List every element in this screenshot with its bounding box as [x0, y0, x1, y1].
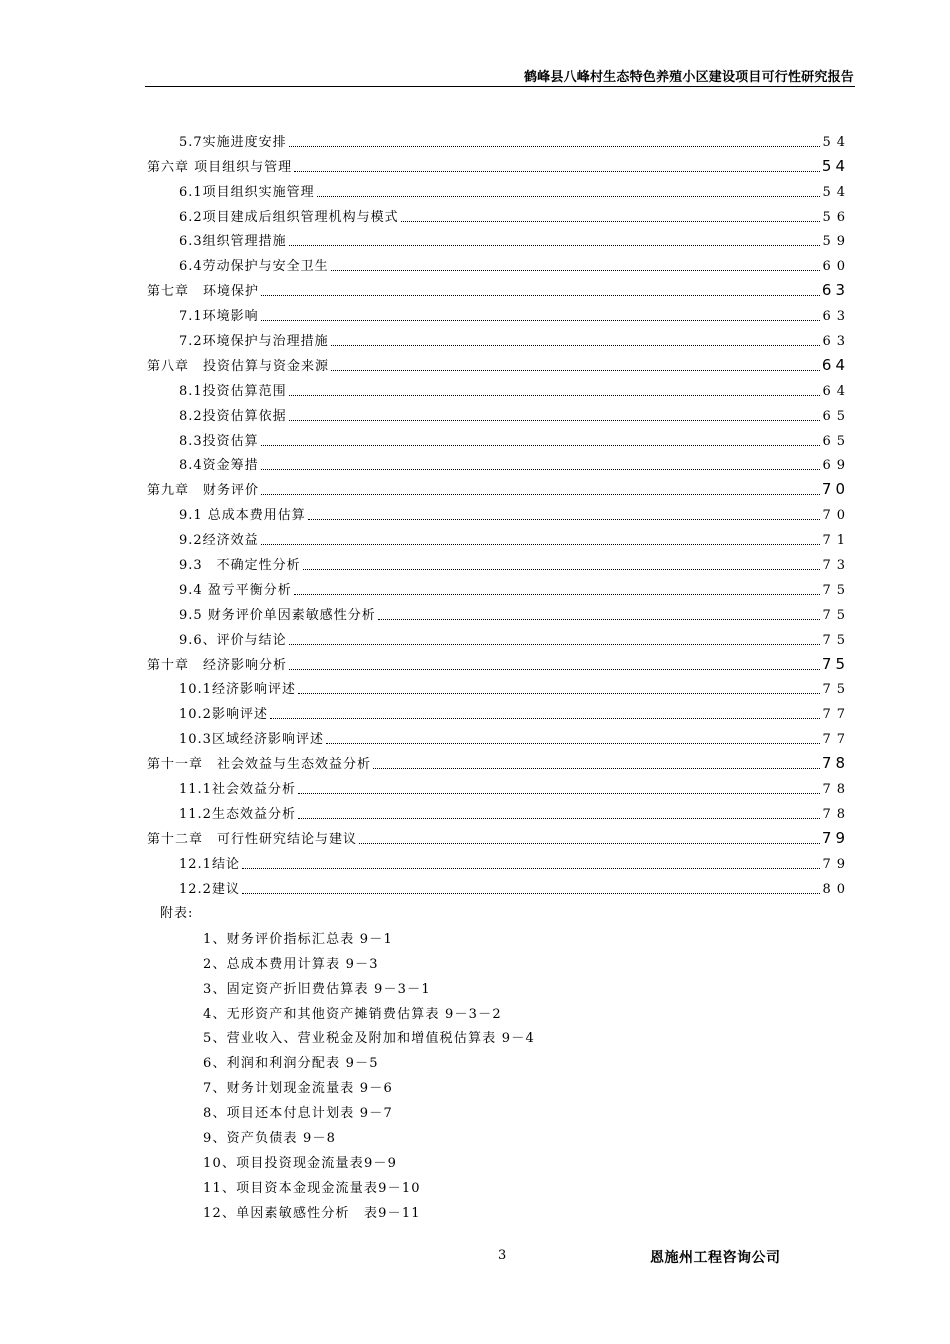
toc-dot-leader — [401, 211, 821, 222]
toc-section-row[interactable] — [147, 424, 851, 449]
toc-section-row[interactable] — [147, 673, 851, 698]
toc-entry-label: 第八章 投资估算与资金来源 — [147, 358, 330, 374]
toc-dot-leader — [261, 484, 820, 495]
toc-dot-leader — [289, 659, 820, 670]
toc-dot-leader — [294, 161, 820, 172]
toc-section-row[interactable] — [147, 722, 851, 748]
toc-entry-page: 60 — [822, 259, 851, 275]
toc-dot-leader — [289, 235, 821, 246]
toc-dot-leader — [261, 285, 820, 296]
header-rule — [145, 86, 855, 87]
appendix-item: 7、财务计划现金流量表 9－6 — [203, 1081, 393, 1097]
toc-section-row[interactable] — [147, 772, 851, 798]
toc-entry-label: 第七章 环境保护 — [147, 284, 260, 300]
toc-section-row[interactable] — [147, 697, 851, 723]
toc-chapter-row[interactable] — [147, 747, 849, 773]
toc-dot-leader — [242, 883, 821, 894]
toc-section-row[interactable] — [147, 200, 851, 225]
toc-section-row[interactable] — [147, 299, 851, 325]
toc-section-row[interactable] — [147, 399, 851, 424]
toc-chapter-row[interactable] — [147, 822, 849, 847]
toc-entry-page: 54 — [822, 184, 851, 200]
toc-dot-leader — [331, 360, 820, 371]
toc-entry-label: 9.2经济效益 — [179, 533, 259, 549]
toc-entry-page: 78 — [821, 754, 849, 773]
toc-entry-label: 9.4 盈亏平衡分析 — [179, 582, 292, 598]
toc-chapter-row[interactable] — [147, 473, 849, 499]
toc-entry-page: 75 — [822, 582, 851, 598]
toc-entry-label: 5.7实施进度安排 — [179, 134, 287, 150]
toc-entry-label: 6.4劳动保护与安全卫生 — [179, 259, 329, 275]
toc-section-row[interactable] — [147, 523, 851, 549]
toc-entry-label: 8.3投资估算 — [179, 433, 259, 449]
toc-entry-label: 第九章 财务评价 — [147, 483, 260, 499]
toc-entry-page: 69 — [822, 458, 851, 474]
page-number: 3 — [498, 1248, 507, 1263]
toc-entry-label: 6.1项目组织实施管理 — [179, 184, 315, 200]
toc-dot-leader — [303, 559, 821, 570]
toc-entry-label: 6.3组织管理措施 — [179, 234, 287, 250]
toc-section-row[interactable] — [147, 374, 851, 399]
toc-dot-leader — [331, 335, 821, 346]
toc-entry-page: 77 — [822, 707, 851, 723]
toc-section-row[interactable] — [147, 872, 851, 897]
toc-entry-page: 65 — [822, 433, 851, 449]
toc-chapter-row[interactable] — [147, 349, 849, 374]
toc-entry-label: 9.1 总成本费用估算 — [179, 508, 306, 524]
toc-entry-page: 77 — [822, 732, 851, 748]
toc-dot-leader — [289, 410, 821, 421]
toc-dot-leader — [298, 783, 821, 794]
toc-entry-label: 第十一章 社会效益与生态效益分析 — [147, 757, 372, 773]
toc-entry-page: 64 — [822, 383, 851, 399]
toc-dot-leader — [289, 136, 821, 147]
appendix-item: 2、总成本费用计算表 9－3 — [203, 956, 379, 972]
footer-company: 恩施州工程咨询公司 — [650, 1250, 781, 1266]
toc-entry-label: 9.5 财务评价单因素敏感性分析 — [179, 607, 376, 623]
toc-entry-page: 75 — [822, 632, 851, 648]
appendix-item: 4、无形资产和其他资产摊销费估算表 9－3－2 — [203, 1006, 502, 1022]
toc-entry-label: 7.2环境保护与治理措施 — [179, 334, 329, 350]
toc-section-row[interactable] — [147, 797, 851, 822]
toc-dot-leader — [359, 833, 820, 844]
toc-entry-label: 第六章 项目组织与管理 — [147, 159, 293, 175]
toc-entry-label: 8.4资金筹措 — [179, 458, 259, 474]
toc-entry-label: 10.3区域经济影响评述 — [179, 732, 324, 748]
toc-entry-page: 79 — [822, 856, 851, 872]
toc-entry-label: 12.1结论 — [179, 856, 240, 872]
toc-dot-leader — [261, 459, 821, 470]
toc-dot-leader — [317, 186, 821, 197]
toc-section-row[interactable] — [147, 598, 851, 623]
appendix-item: 10、项目投资现金流量表9－9 — [203, 1155, 398, 1171]
toc-entry-label: 10.2影响评述 — [179, 707, 268, 723]
appendix-item: 5、营业收入、营业税金及附加和增值税估算表 9－4 — [203, 1031, 535, 1047]
appendix-item: 8、项目还本付息计划表 9－7 — [203, 1106, 393, 1122]
toc-dot-leader — [270, 708, 821, 719]
toc-entry-page: 70 — [821, 480, 849, 499]
toc-dot-leader — [298, 808, 821, 819]
toc-entry-label: 9.3 不确定性分析 — [179, 558, 301, 574]
header-title: 鹤峰县八峰村生态特色养殖小区建设项目可行性研究报告 — [523, 70, 854, 85]
toc-entry-page: 63 — [821, 281, 849, 300]
toc-entry-page: 73 — [822, 558, 851, 574]
toc-dot-leader — [331, 260, 821, 271]
toc-entry-page: 59 — [822, 234, 851, 250]
toc-section-row[interactable] — [147, 249, 851, 275]
toc-entry-label: 8.1投资估算范围 — [179, 383, 287, 399]
toc-entry-page: 79 — [821, 828, 849, 847]
toc-entry-page: 70 — [822, 508, 851, 524]
table-of-contents — [147, 125, 851, 897]
toc-entry-label: 第十二章 可行性研究结论与建议 — [147, 831, 358, 847]
toc-entry-label: 8.2投资估算依据 — [179, 408, 287, 424]
toc-dot-leader — [289, 385, 821, 396]
toc-entry-page: 63 — [822, 309, 851, 325]
toc-entry-label: 6.2项目建成后组织管理机构与模式 — [179, 209, 399, 225]
toc-chapter-row[interactable] — [147, 648, 849, 673]
toc-entry-label: 11.2生态效益分析 — [179, 806, 296, 822]
toc-dot-leader — [294, 584, 821, 595]
toc-section-row[interactable] — [147, 125, 851, 150]
toc-section-row[interactable] — [147, 847, 851, 872]
toc-entry-page: 78 — [822, 782, 851, 798]
toc-entry-page: 75 — [821, 654, 849, 673]
toc-entry-page: 54 — [822, 134, 851, 150]
toc-section-row[interactable] — [147, 449, 851, 474]
toc-entry-page: 78 — [822, 806, 851, 822]
toc-entry-page: 63 — [822, 334, 851, 350]
toc-dot-leader — [242, 858, 821, 869]
toc-entry-page: 64 — [821, 355, 849, 374]
toc-entry-label: 10.1经济影响评述 — [179, 682, 296, 698]
toc-dot-leader — [298, 683, 821, 694]
toc-entry-page: 75 — [822, 682, 851, 698]
toc-entry-label: 9.6、评价与结论 — [179, 632, 287, 648]
toc-entry-page: 56 — [822, 209, 851, 225]
toc-dot-leader — [308, 509, 821, 520]
toc-dot-leader — [378, 609, 821, 620]
toc-section-row[interactable] — [147, 623, 851, 648]
appendix-item: 12、单因素敏感性分析 表9－11 — [203, 1205, 421, 1221]
toc-entry-label: 第十章 经济影响分析 — [147, 657, 288, 673]
toc-entry-label: 11.1社会效益分析 — [179, 782, 296, 798]
toc-dot-leader — [326, 733, 821, 744]
toc-section-row[interactable] — [147, 498, 851, 524]
toc-dot-leader — [289, 634, 821, 645]
toc-entry-page: 54 — [821, 156, 849, 175]
appendix-item: 1、财务评价指标汇总表 9－1 — [203, 931, 393, 947]
toc-dot-leader — [261, 534, 821, 545]
toc-dot-leader — [261, 435, 821, 446]
toc-section-row[interactable] — [147, 225, 851, 250]
appendix-item: 3、固定资产折旧费估算表 9－3－1 — [203, 981, 431, 997]
toc-entry-label: 12.2建议 — [179, 881, 240, 897]
toc-chapter-row[interactable] — [147, 150, 849, 175]
toc-entry-label: 7.1环境影响 — [179, 309, 259, 325]
toc-entry-page: 75 — [822, 607, 851, 623]
toc-entry-page: 80 — [822, 881, 851, 897]
toc-section-row[interactable] — [147, 573, 851, 598]
toc-section-row[interactable] — [147, 548, 851, 574]
toc-dot-leader — [261, 310, 821, 321]
toc-entry-page: 71 — [822, 533, 851, 549]
appendix-item: 11、项目资本金现金流量表9－10 — [203, 1180, 421, 1196]
appendix-item: 9、资产负债表 9－8 — [203, 1131, 337, 1147]
toc-section-row[interactable] — [147, 175, 851, 200]
appendix-title: 附表: — [160, 906, 194, 921]
appendix-list — [203, 922, 535, 1221]
toc-section-row[interactable] — [147, 324, 851, 350]
toc-entry-page: 65 — [822, 408, 851, 424]
appendix-item: 6、利润和利润分配表 9－5 — [203, 1056, 379, 1072]
toc-dot-leader — [373, 758, 820, 769]
toc-chapter-row[interactable] — [147, 274, 849, 300]
